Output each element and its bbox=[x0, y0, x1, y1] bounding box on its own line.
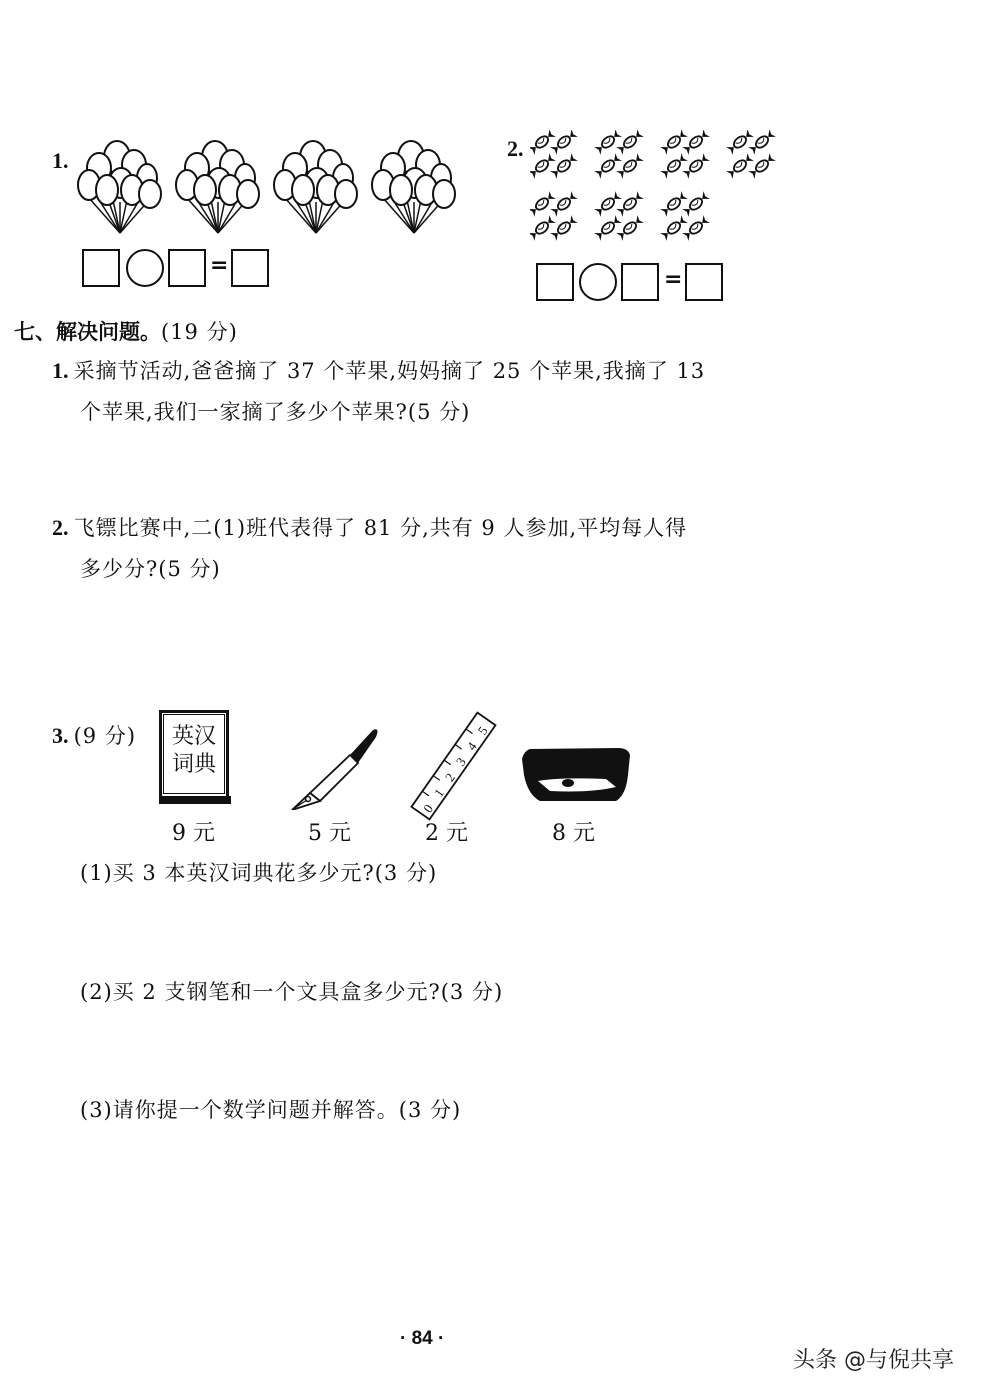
svg-text:4: 4 bbox=[463, 739, 480, 754]
operator-circle[interactable] bbox=[126, 249, 164, 287]
answer-box[interactable] bbox=[82, 249, 120, 287]
problem-text-line2: 多少分?(5 分) bbox=[80, 557, 221, 581]
dictionary-icon bbox=[159, 710, 232, 805]
cover-text: 英汉 bbox=[171, 724, 216, 749]
answer-box[interactable] bbox=[685, 263, 723, 301]
svg-text:5: 5 bbox=[474, 723, 491, 738]
pen-icon bbox=[288, 725, 383, 810]
section-heading bbox=[14, 316, 238, 346]
pencil-box-icon bbox=[520, 745, 632, 805]
problem-number: 1. bbox=[52, 358, 69, 383]
operator-circle[interactable] bbox=[579, 263, 617, 301]
svg-text:1: 1 bbox=[430, 785, 447, 800]
section-points: (19 分) bbox=[161, 320, 238, 344]
question-number: 1. bbox=[52, 148, 69, 173]
price-label: 8 元 bbox=[552, 821, 595, 846]
problem-1 bbox=[52, 355, 705, 385]
problem-3 bbox=[52, 720, 136, 750]
equals-sign: = bbox=[664, 267, 683, 292]
price-label: 2 元 bbox=[425, 821, 468, 846]
subquestion-1: (1)买 3 本英汉词典花多少元?(3 分) bbox=[80, 861, 438, 885]
subquestion-3: (3)请你提一个数学问题并解答。(3 分) bbox=[80, 1098, 462, 1122]
price-label: 9 元 bbox=[172, 821, 215, 846]
problem-number: 3. bbox=[52, 723, 69, 748]
section-title: 七、解决问题。 bbox=[14, 320, 161, 344]
problem-text-line2: 个苹果,我们一家摘了多少个苹果?(5 分) bbox=[80, 400, 471, 424]
balloon-bunches-image bbox=[75, 140, 475, 240]
problem-number: 2. bbox=[52, 515, 69, 540]
problem-points: (9 分) bbox=[73, 724, 137, 748]
subquestion-2: (2)买 2 支钢笔和一个文具盒多少元?(3 分) bbox=[80, 980, 504, 1004]
answer-box[interactable] bbox=[621, 263, 659, 301]
cover-text: 词典 bbox=[171, 752, 216, 777]
svg-text:3: 3 bbox=[452, 754, 469, 769]
candy-groups-image bbox=[530, 130, 790, 250]
problem-text-line1: 飞镖比赛中,二(1)班代表得了 81 分,共有 9 人参加,平均每人得 bbox=[73, 516, 688, 540]
price-label: 5 元 bbox=[308, 821, 351, 846]
problem-2 bbox=[52, 512, 687, 542]
problem-text-line1: 采摘节活动,爸爸摘了 37 个苹果,妈妈摘了 25 个苹果,我摘了 13 bbox=[73, 359, 706, 383]
svg-text:0: 0 bbox=[420, 801, 437, 816]
watermark: 头条 @与倪共享 bbox=[793, 1348, 954, 1373]
answer-box[interactable] bbox=[536, 263, 574, 301]
equals-sign: = bbox=[210, 253, 229, 278]
answer-box[interactable] bbox=[231, 249, 269, 287]
ruler-icon bbox=[402, 700, 507, 835]
page-number: · 84 · bbox=[400, 1328, 445, 1349]
question-number: 2. bbox=[507, 136, 524, 161]
answer-box[interactable] bbox=[168, 249, 206, 287]
svg-text:2: 2 bbox=[441, 770, 458, 785]
